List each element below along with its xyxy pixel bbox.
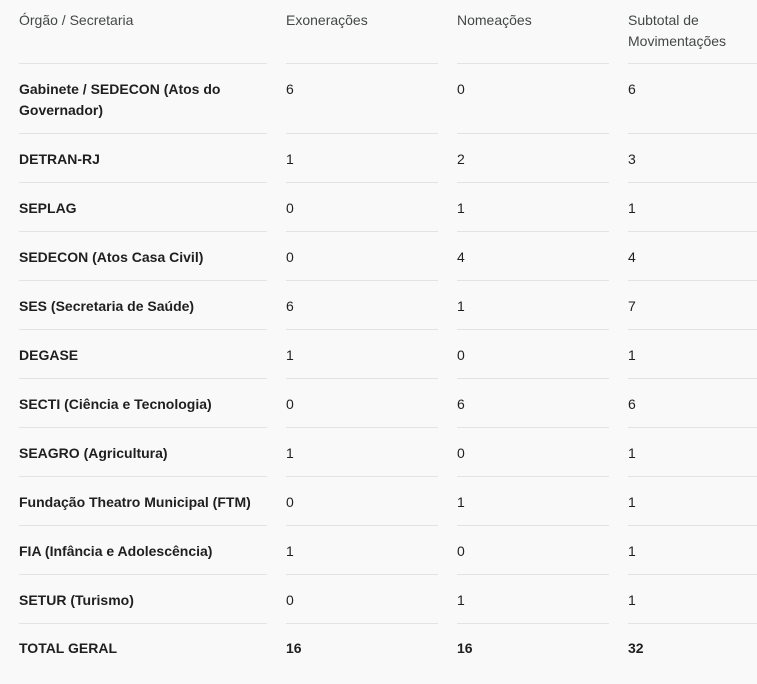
cell-nomeacoes: 0 bbox=[457, 445, 465, 461]
cell-subtotal: 3 bbox=[628, 151, 636, 167]
table-row bbox=[0, 64, 757, 134]
cell-orgao: SECTI (Ciência e Tecnologia) bbox=[19, 396, 212, 412]
table-row bbox=[0, 575, 757, 624]
cell-orgao: SES (Secretaria de Saúde) bbox=[19, 298, 195, 314]
cell-subtotal: 1 bbox=[628, 347, 636, 363]
cell-exoneracoes: 1 bbox=[286, 445, 294, 461]
cell-nomeacoes: 0 bbox=[457, 543, 465, 559]
cell-orgao: SEAGRO (Agricultura) bbox=[19, 445, 168, 461]
table-header-row bbox=[0, 0, 757, 64]
cell-orgao: DEGASE bbox=[19, 347, 79, 363]
cell-subtotal: 6 bbox=[628, 81, 636, 97]
total-subtotal: 32 bbox=[628, 640, 644, 656]
table-row bbox=[0, 281, 757, 330]
cell-nomeacoes: 1 bbox=[457, 592, 465, 608]
header-exoneracoes: Exonerações bbox=[286, 12, 368, 28]
table-row bbox=[0, 379, 757, 428]
table-row bbox=[0, 183, 757, 232]
cell-subtotal: 1 bbox=[628, 494, 636, 510]
cell-orgao: FIA (Infância e Adolescência) bbox=[19, 543, 213, 559]
cell-nomeacoes: 1 bbox=[457, 298, 465, 314]
table-row bbox=[0, 134, 757, 183]
cell-subtotal: 1 bbox=[628, 543, 636, 559]
cell-exoneracoes: 0 bbox=[286, 396, 294, 412]
cell-orgao: DETRAN-RJ bbox=[19, 151, 100, 167]
cell-exoneracoes: 1 bbox=[286, 151, 294, 167]
header-orgao: Órgão / Secretaria bbox=[19, 12, 134, 28]
table-row bbox=[0, 477, 757, 526]
cell-subtotal: 1 bbox=[628, 445, 636, 461]
cell-orgao: Gabinete / SEDECON (Atos do Governador) bbox=[19, 81, 221, 118]
table-total-row bbox=[0, 624, 757, 684]
cell-nomeacoes: 0 bbox=[457, 347, 465, 363]
cell-nomeacoes: 1 bbox=[457, 200, 465, 216]
cell-exoneracoes: 0 bbox=[286, 592, 294, 608]
cell-orgao: SEDECON (Atos Casa Civil) bbox=[19, 249, 204, 265]
table-row bbox=[0, 428, 757, 477]
cell-nomeacoes: 1 bbox=[457, 494, 465, 510]
cell-exoneracoes: 0 bbox=[286, 494, 294, 510]
cell-nomeacoes: 6 bbox=[457, 396, 465, 412]
cell-nomeacoes: 0 bbox=[457, 81, 465, 97]
cell-subtotal: 1 bbox=[628, 592, 636, 608]
cell-orgao: SEPLAG bbox=[19, 200, 77, 216]
table-row bbox=[0, 526, 757, 575]
cell-subtotal: 6 bbox=[628, 396, 636, 412]
cell-exoneracoes: 0 bbox=[286, 200, 294, 216]
cell-subtotal: 4 bbox=[628, 249, 636, 265]
table-row bbox=[0, 232, 757, 281]
total-label: TOTAL GERAL bbox=[19, 640, 117, 656]
cell-orgao: Fundação Theatro Municipal (FTM) bbox=[19, 494, 251, 510]
total-exoneracoes: 16 bbox=[286, 640, 302, 656]
cell-orgao: SETUR (Turismo) bbox=[19, 592, 134, 608]
cell-exoneracoes: 1 bbox=[286, 347, 294, 363]
cell-exoneracoes: 0 bbox=[286, 249, 294, 265]
cell-subtotal: 1 bbox=[628, 200, 636, 216]
cell-exoneracoes: 1 bbox=[286, 543, 294, 559]
cell-exoneracoes: 6 bbox=[286, 81, 294, 97]
cell-subtotal: 7 bbox=[628, 298, 636, 314]
table-row bbox=[0, 330, 757, 379]
cell-nomeacoes: 4 bbox=[457, 249, 465, 265]
total-nomeacoes: 16 bbox=[457, 640, 473, 656]
header-nomeacoes: Nomeações bbox=[457, 12, 532, 28]
header-subtotal: Subtotal de Movimentações bbox=[628, 12, 727, 49]
cell-nomeacoes: 2 bbox=[457, 151, 465, 167]
cell-exoneracoes: 6 bbox=[286, 298, 294, 314]
